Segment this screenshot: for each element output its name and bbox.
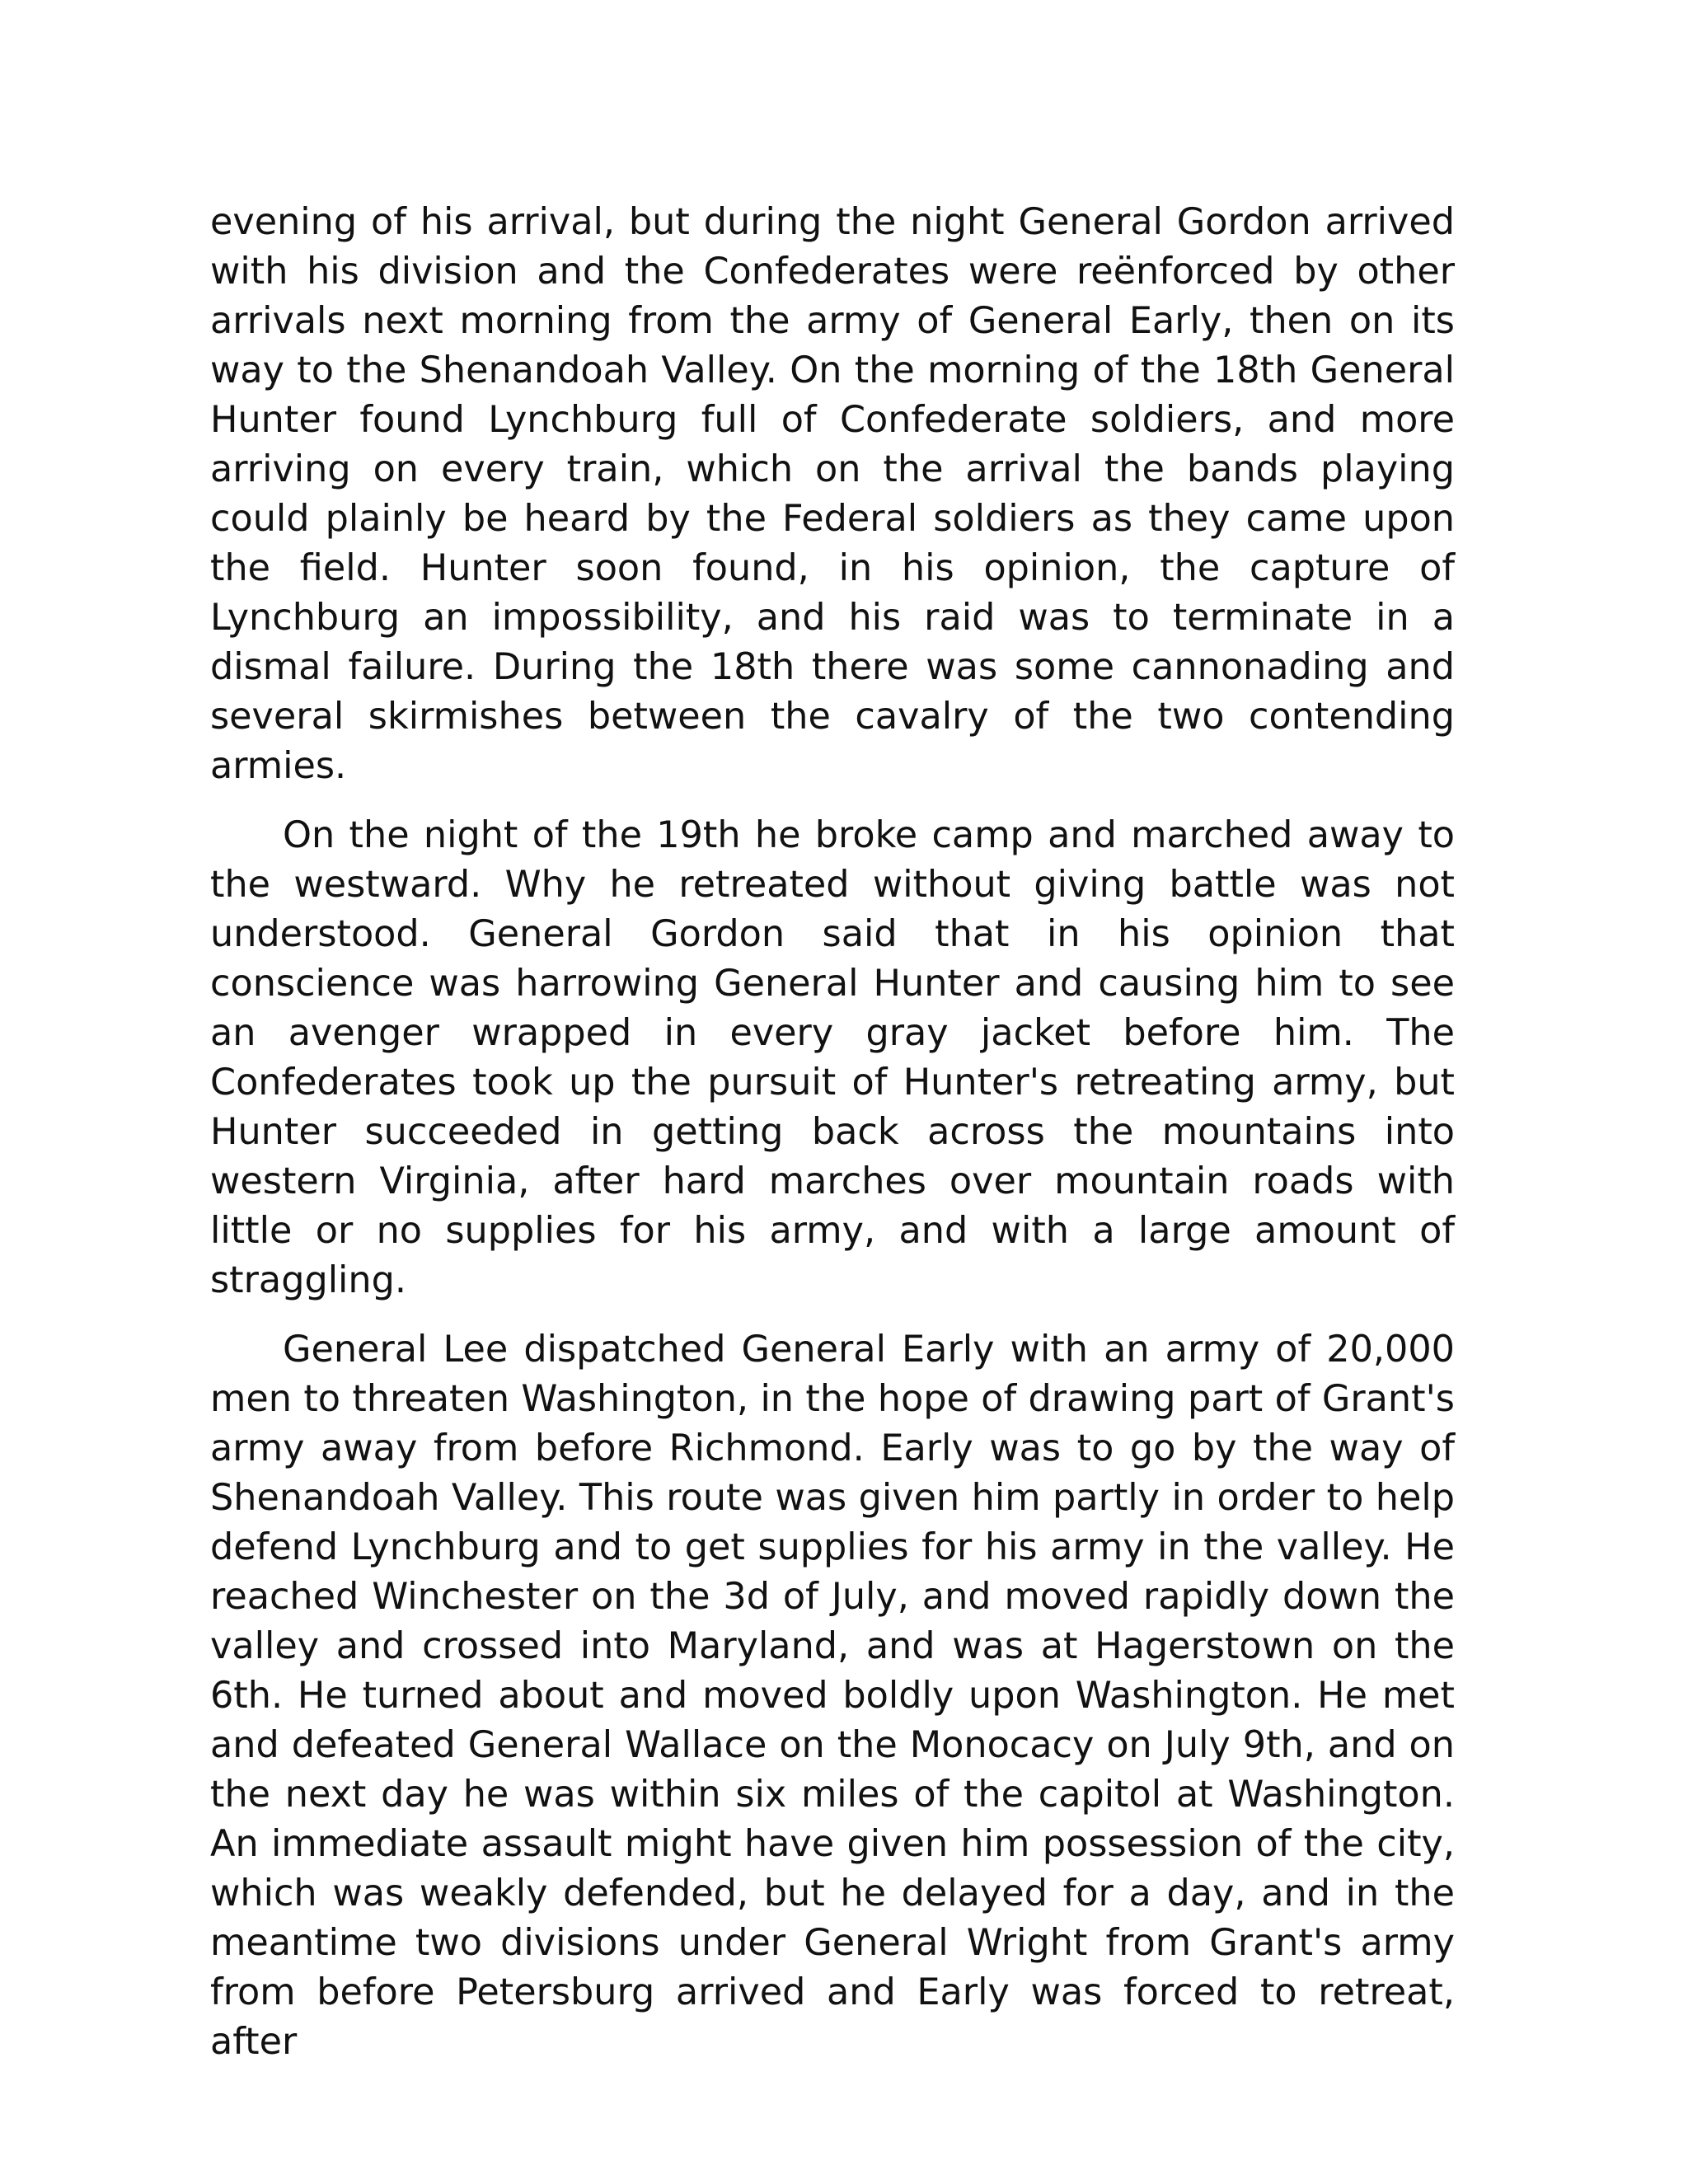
- paragraph-3: General Lee dispatched General Early with an army of 20,000 men to threaten Washington, in the hope of drawing part of Grant's army away from before Richmond. Early was to go by the way of Shenandoah Valley. This route was given him partly in order to help defend Lynchburg and to get supplies for his army in the valley. He reached Winchester on the 3d of July, and moved rapidly down the valley and crossed into Maryland, and was at Hagerstown on the 6th. He turned about and moved boldly upon Washington. He met and defeated General Wallace on the Monocacy on July 9th, and on the next day he was within six miles of the capitol at Washington. An immediate assault might have given him possession of the city, which was weakly defended, but he delayed for a day, and in the meantime two divisions under General Wright from Grant's army from before Petersburg arrived and Early was forced to retreat, after: [210, 1329, 1455, 2063]
- paragraph-2: On the night of the 19th he broke camp and marched away to the westward. Why he retreated without giving battle was not understood. General Gordon said that in his opinion that conscience was harrowing General Hunter and causing him to see an avenger wrapped in every gray jacket before him. The Confederates took up the pursuit of Hunter's retreating army, but Hunter succeeded in getting back across the mountains into western Virginia, after hard marches over mountain roads with little or no supplies for his army, and with a large amount of straggling.: [210, 814, 1455, 1301]
- body-text: [210, 198, 1455, 2087]
- paragraph-1: evening of his arrival, but during the night General Gordon arrived with his division and the Confederates were reënforced by other arrivals next morning from the army of General Early, then on its way to the Shenandoah Valley. On the morning of the 18th General Hunter found Lynchburg full of Confederate soldiers, and more arriving on every train, which on the arrival the bands playing could plainly be heard by the Federal soldiers as they came upon the field. Hunter soon found, in his opinion, the capture of Lynchburg an impossibility, and his raid was to terminate in a dismal failure. During the 18th there was some cannonading and several skirmishes between the cavalry of the two contending armies.: [210, 201, 1455, 787]
